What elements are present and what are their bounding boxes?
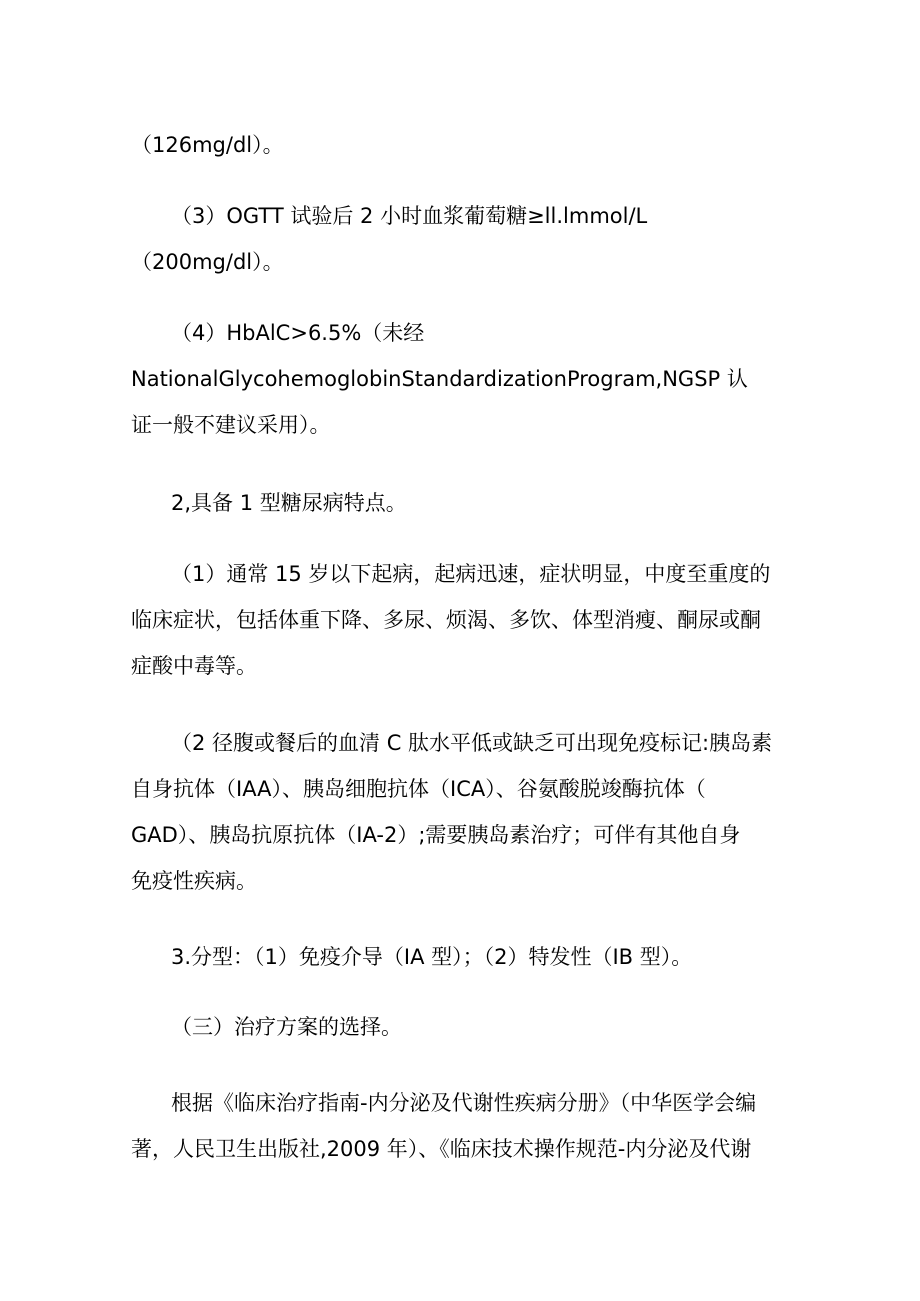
text-line: 3.分型：（1）免疫介导（IA 型）；（2）特发性（IB 型）。 [171, 945, 693, 969]
text-line: 著，人民卫生出版社,2009 年）、《临床技术操作规范-内分泌及代谢 [131, 1137, 752, 1161]
paragraph-type1-onset [131, 551, 793, 689]
paragraph-classification [131, 934, 793, 980]
text-line: （1）通常 15 岁以下起病，起病迅速，症状明显，中度至重度的 [171, 562, 771, 586]
paragraph-treatment-basis [131, 1080, 793, 1172]
text-line: 临床症状，包括体重下降、多尿、烦渴、多饮、体型消瘦、酮尿或酮 [131, 608, 761, 632]
paragraph-ogtt-criterion [131, 193, 793, 285]
text-line: （3）OGTT 试验后 2 小时血浆葡萄糖≥ll.lmmol/L [171, 204, 648, 228]
paragraph-hba1c-criterion [131, 310, 793, 448]
text-line: 症酸中毒等。 [131, 654, 257, 678]
text-line: 根据《临床治疗指南-内分泌及代谢性疾病分册》（中华医学会编 [171, 1091, 757, 1115]
text-line: NationalGlycohemoglobinStandardizationProgram,NGSP 认 [131, 367, 748, 391]
text-line: GAD）、胰岛抗原抗体（IA-2）;需要胰岛素治疗；可伴有其他自身 [131, 823, 741, 847]
paragraph-fasting-glucose-unit [131, 122, 793, 168]
paragraph-type1-markers [131, 720, 793, 904]
text-line: 2,具备 1 型糖尿病特点。 [171, 491, 407, 515]
text-line: （4）HbAlC>6.5%（未经 [171, 321, 425, 345]
text-line: （200mg/dl）。 [131, 250, 284, 274]
text-line: （2 径腹或餐后的血清 C 肽水平低或缺乏可出现免疫标记:胰岛素 [171, 731, 773, 755]
text-line: 免疫性疾病。 [131, 869, 257, 893]
text-line: 证一般不建议采用）。 [131, 413, 331, 437]
paragraph-treatment-heading [131, 1004, 793, 1050]
paragraph-type1-heading [131, 480, 793, 526]
text-line: （126mg/dl）。 [131, 133, 284, 157]
text-line: 自身抗体（IAA）、胰岛细胞抗体（ICA）、谷氨酸脱竣酶抗体（ [131, 777, 706, 801]
text-line: （三）治疗方案的选择。 [171, 1015, 402, 1039]
